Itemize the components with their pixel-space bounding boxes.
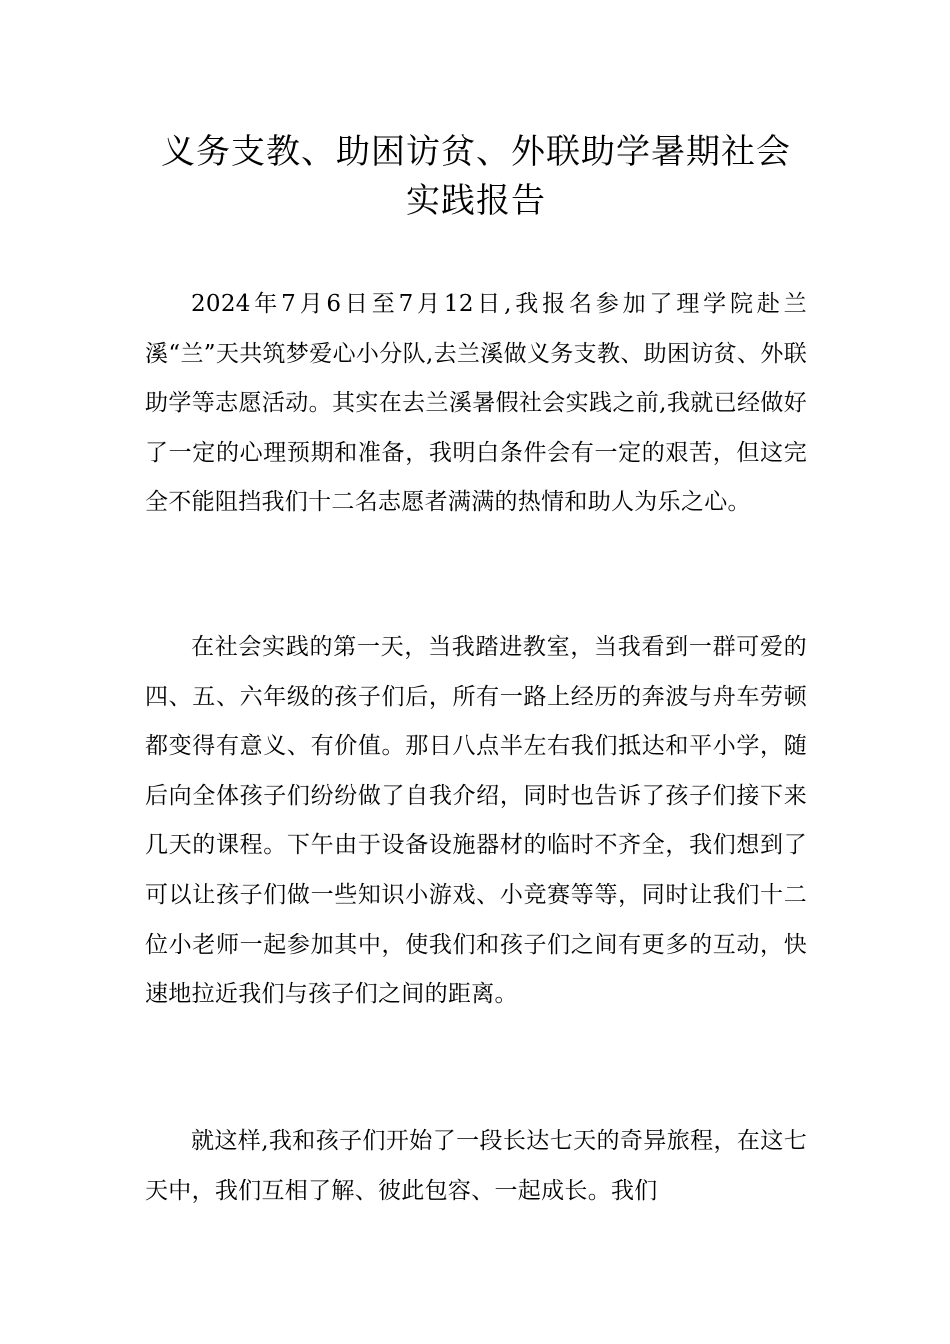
document-title: 义务支教、助困访贫、外联助学暑期社会实践报告 — [161, 132, 791, 221]
paragraph-2: 在社会实践的第一天，当我踏进教室，当我看到一群可爱的四、五、六年级的孩子们后，所有一路上经历的奔波与舟车劳顿都变得有意义、有价值。那日八点半左右我们抵达和平小学，随后向全体孩子们纷纷做了自我介绍，同时也告诉了孩子们接下来几天的课程。下午由于设备设施器材的临时不齐全，我们想到了可以让孩子们做一些知识小游戏、小竞赛等等，同时让我们十二位小老师一起参加其中，使我们和孩子们之间有更多的互动，快速地拉近我们与孩子们之间的距离。 — [145, 634, 807, 1008]
paragraph-1: 2024年7月6日至7月12日,我报名参加了理学院赴兰溪“兰”天共筑梦爱心小分队,去兰溪做义务支教、助困访贫、外联助学等志愿活动。其实在去兰溪暑假社会实践之前,我就已经做好了一定的心理预期和准备，我明白条件会有一定的艰苦，但这完全不能阻挡我们十二名志愿者满满的热情和助人为乐之心。 — [145, 291, 807, 516]
paragraph-3: 就这样,我和孩子们开始了一段长达七天的奇异旅程，在这七天中，我们互相了解、彼此包容、一起成长。我们 — [145, 1128, 807, 1204]
